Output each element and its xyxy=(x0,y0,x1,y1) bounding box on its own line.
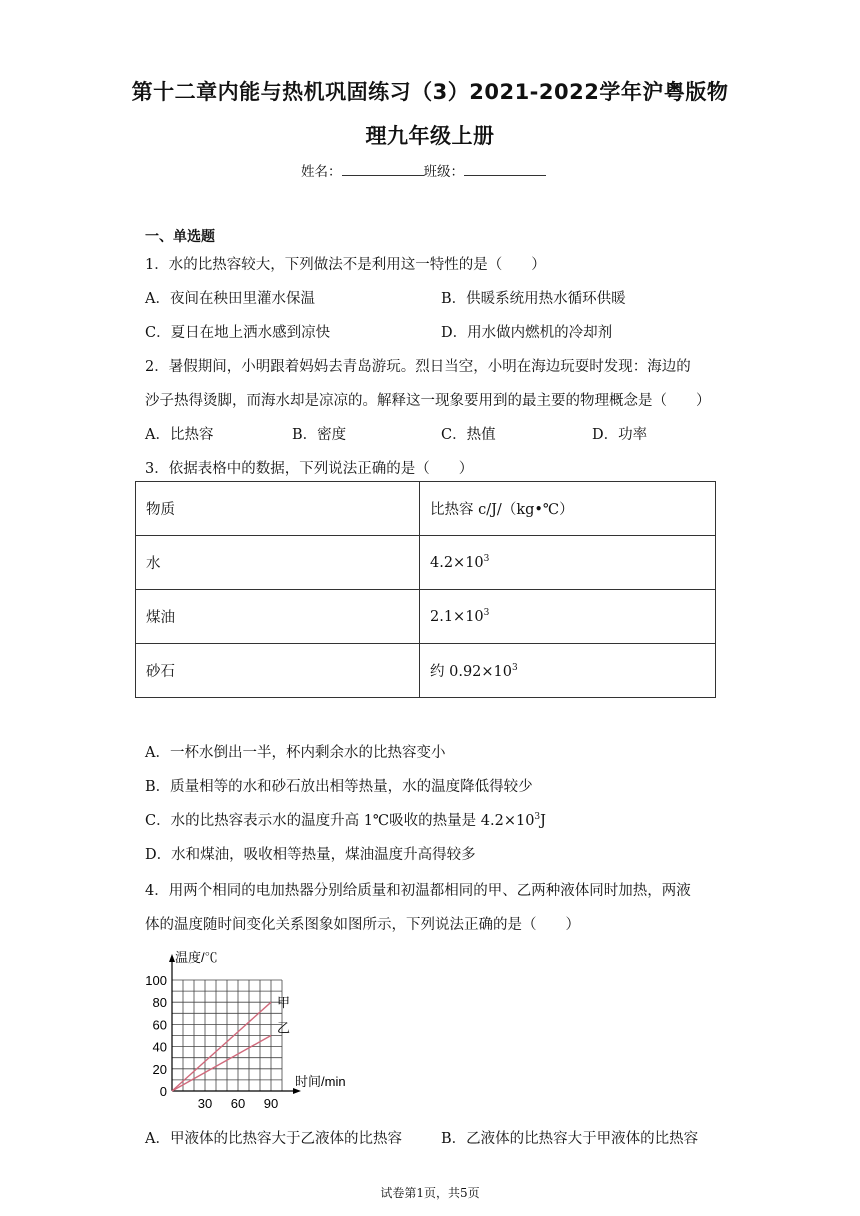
y-tick-label: 80 xyxy=(152,995,167,1011)
q2-stem-line1: 2．暑假期间，小明跟着妈妈去青岛游玩。烈日当空，小明在海边玩耍时发现：海边的 xyxy=(145,359,691,375)
x-tick-label: 90 xyxy=(263,1096,279,1111)
y-axis-label: 温度/℃ xyxy=(175,950,218,965)
y-tick-label: 40 xyxy=(152,1039,167,1055)
q1-option-c[interactable]: C．夏日在地上洒水感到凉快 xyxy=(145,325,331,341)
x-tick-label: 30 xyxy=(197,1096,213,1111)
q1-option-d[interactable]: D．用水做内燃机的冷却剂 xyxy=(441,325,613,341)
q4-stem-line1: 4．用两个相同的电加热器分别给质量和初温都相同的甲、乙两种液体同时加热，两液 xyxy=(145,883,691,899)
q2-option-b[interactable]: B．密度 xyxy=(292,427,347,443)
section-heading: 一、单选题 xyxy=(145,229,215,245)
y-tick-label: 100 xyxy=(145,973,167,988)
q3-option-b[interactable]: B．质量相等的水和砂石放出相等热量，水的温度降低得较少 xyxy=(145,779,533,795)
q1-option-a[interactable]: A．夜间在秧田里灌水保温 xyxy=(145,291,315,307)
q2-option-c[interactable]: C．热值 xyxy=(441,427,496,443)
q3-option-c[interactable]: C．水的比热容表示水的温度升高 1℃吸收的热量是 $4.2\times 10^3J$ xyxy=(145,812,546,829)
table-cell-value: 约 $0.92\times 10^3$ xyxy=(420,644,716,698)
y-tick-label: 60 xyxy=(152,1017,167,1033)
table-cell-substance: 砂石 xyxy=(136,644,420,698)
y-tick-label: 0 xyxy=(159,1084,167,1099)
table-header-specific-heat: 比热容 c/J/（kg•℃） xyxy=(420,482,716,536)
table-cell-value: $2.1\times 10^3$ xyxy=(420,590,716,644)
table-cell-substance: 水 xyxy=(136,536,420,590)
class-label: 班级： xyxy=(423,164,464,180)
page-title-line1: 第十二章内能与热机巩固练习（3）2021-2022学年沪粤版物 xyxy=(131,80,729,104)
class-blank-field[interactable] xyxy=(464,161,546,176)
q3-stem: 3．依据表格中的数据，下列说法正确的是（ ） xyxy=(145,461,474,477)
table-cell-substance: 煤油 xyxy=(136,590,420,644)
q1-option-b[interactable]: B．供暖系统用热水循环供暖 xyxy=(441,291,626,307)
q3-option-a[interactable]: A．一杯水倒出一半，杯内剩余水的比热容变小 xyxy=(145,745,446,761)
table-row xyxy=(136,590,716,644)
table-cell-value: $4.2\times 10^3$ xyxy=(420,536,716,590)
q2-stem-line2: 沙子热得烫脚，而海水却是凉凉的。解释这一现象要用到的最主要的物理概念是（ ） xyxy=(145,393,711,409)
series-label: 甲 xyxy=(277,995,291,1011)
q4-option-a[interactable]: A．甲液体的比热容大于乙液体的比热容 xyxy=(145,1131,402,1147)
page-footer: 试卷第1页，共5页 xyxy=(380,1186,480,1200)
table-row xyxy=(136,536,716,590)
specific-heat-table xyxy=(135,481,716,698)
table-row xyxy=(136,644,716,698)
page-title-line2: 理九年级上册 xyxy=(365,124,495,148)
q4-option-b[interactable]: B．乙液体的比热容大于甲液体的比热容 xyxy=(441,1131,699,1147)
series-line xyxy=(172,1036,271,1092)
table-header-substance: 物质 xyxy=(136,482,420,536)
x-tick-label: 60 xyxy=(230,1096,246,1111)
temperature-time-chart xyxy=(135,942,375,1112)
q4-stem-line2: 体的温度随时间变化关系图象如图所示，下列说法正确的是（ ） xyxy=(145,917,580,933)
q3-option-d[interactable]: D．水和煤油，吸收相等热量，煤油温度升高得较多 xyxy=(145,847,476,863)
q2-option-d[interactable]: D．功率 xyxy=(592,427,648,443)
table-header-row xyxy=(136,482,716,536)
y-tick-label: 20 xyxy=(152,1061,167,1077)
q2-option-a[interactable]: A．比热容 xyxy=(145,427,214,443)
student-info-row xyxy=(301,160,546,180)
name-label: 姓名： xyxy=(301,164,342,180)
name-blank-field[interactable] xyxy=(342,161,424,176)
q1-stem: 1．水的比热容较大，下列做法不是利用这一特性的是（ ） xyxy=(145,257,546,273)
series-label: 乙 xyxy=(277,1020,291,1036)
x-axis-label: 时间/min xyxy=(295,1074,346,1089)
